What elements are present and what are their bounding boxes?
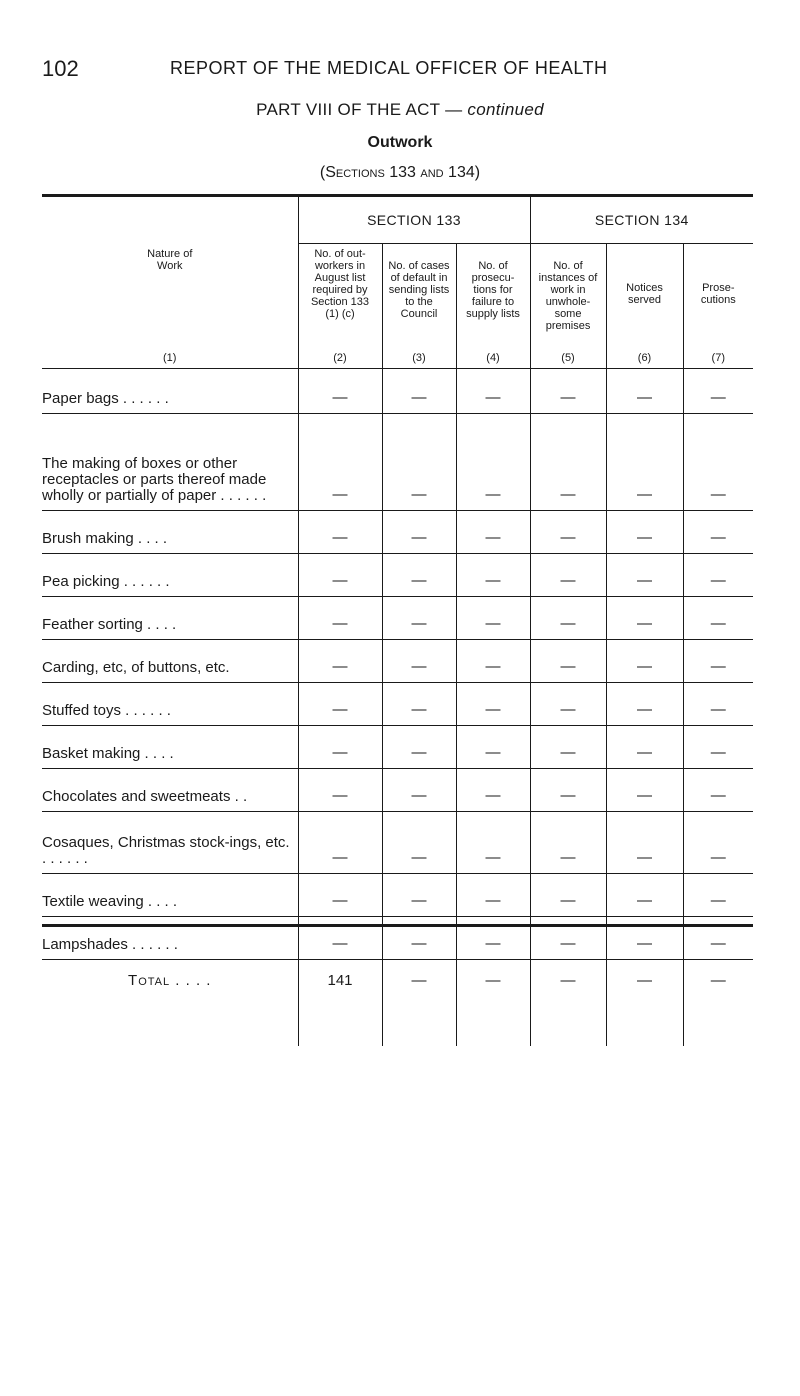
cell-prosecutions: —: [683, 683, 753, 726]
total-outworkers: 141: [298, 960, 382, 1047]
cell-outworkers: —: [298, 369, 382, 414]
running-head: REPORT OF THE MEDICAL OFFICER OF HEALTH: [170, 58, 608, 78]
column-header-outworkers: [298, 244, 382, 369]
table-row: [42, 414, 753, 511]
column-number: (5): [561, 352, 575, 364]
cell-notices-served: —: [606, 414, 683, 511]
cell-default-cases: —: [382, 769, 456, 812]
total-default-cases: —: [382, 960, 456, 1047]
column-number: (7): [711, 352, 725, 364]
cell-prosecutions-lists: —: [456, 554, 530, 597]
nature-of-work: Carding, etc, of buttons, etc.: [42, 640, 298, 683]
table-row: [42, 874, 753, 917]
column-header-text: No. of cases of default in sending lists to the Council: [388, 260, 450, 320]
cell-notices-served: —: [606, 554, 683, 597]
cell-default-cases: —: [382, 597, 456, 640]
column-header-prosecutions: [683, 244, 753, 369]
total-row: [42, 960, 753, 1047]
cell-unwholesome-premises: —: [530, 597, 606, 640]
cell-outworkers: —: [298, 683, 382, 726]
sections-line: (Sections 133 and 134): [319, 164, 481, 181]
column-header-prosecutions-lists: [456, 244, 530, 369]
cell-prosecutions-lists: —: [456, 769, 530, 812]
cell-outworkers: —: [298, 414, 382, 511]
cell-notices-served: —: [606, 812, 683, 874]
cell-notices-served: —: [606, 597, 683, 640]
section-133-header: SECTION 133: [298, 197, 530, 244]
cell-outworkers: —: [298, 511, 382, 554]
cell-prosecutions: —: [683, 597, 753, 640]
nature-of-work: Basket making . . . .: [42, 726, 298, 769]
title-block: [0, 100, 800, 182]
column-header-text: No. of out-workers in August list required by Section 133 (1) (c): [310, 248, 370, 320]
column-header-notices-served: [606, 244, 683, 369]
cell-notices-served: —: [606, 511, 683, 554]
part-title-main: PART VIII OF THE ACT: [256, 100, 441, 119]
cell-prosecutions: —: [683, 726, 753, 769]
table-bottom-rule: [42, 924, 753, 927]
cell-prosecutions-lists: —: [456, 414, 530, 511]
cell-default-cases: —: [382, 874, 456, 917]
cell-unwholesome-premises: —: [530, 640, 606, 683]
nature-of-work: Stuffed toys . . . . . .: [42, 683, 298, 726]
cell-default-cases: —: [382, 812, 456, 874]
cell-unwholesome-premises: —: [530, 917, 606, 960]
column-header-default-cases: [382, 244, 456, 369]
cell-unwholesome-premises: —: [530, 369, 606, 414]
section-134-header: SECTION 134: [530, 197, 753, 244]
cell-notices-served: —: [606, 726, 683, 769]
cell-prosecutions: —: [683, 414, 753, 511]
cell-unwholesome-premises: —: [530, 511, 606, 554]
cell-prosecutions: —: [683, 812, 753, 874]
cell-unwholesome-premises: —: [530, 769, 606, 812]
cell-notices-served: —: [606, 769, 683, 812]
total-prosecutions-lists: —: [456, 960, 530, 1047]
cell-outworkers: —: [298, 769, 382, 812]
outwork-table: [42, 197, 753, 1046]
column-header-text: Notices served: [626, 282, 663, 306]
total-notices-served: —: [606, 960, 683, 1047]
table-row: [42, 640, 753, 683]
cell-notices-served: —: [606, 917, 683, 960]
cell-notices-served: —: [606, 369, 683, 414]
column-number: (4): [486, 352, 500, 364]
nature-of-work: Chocolates and sweetmeats . .: [42, 769, 298, 812]
table-row: [42, 683, 753, 726]
column-number: (1): [163, 352, 177, 364]
cell-unwholesome-premises: —: [530, 414, 606, 511]
cell-unwholesome-premises: —: [530, 554, 606, 597]
cell-prosecutions-lists: —: [456, 640, 530, 683]
cell-unwholesome-premises: —: [530, 812, 606, 874]
cell-default-cases: —: [382, 640, 456, 683]
cell-outworkers: —: [298, 812, 382, 874]
cell-outworkers: —: [298, 917, 382, 960]
cell-default-cases: —: [382, 917, 456, 960]
cell-prosecutions-lists: —: [456, 874, 530, 917]
part-title: [0, 100, 800, 120]
cell-prosecutions: —: [683, 554, 753, 597]
column-header-text: Prose-cutions: [700, 282, 736, 306]
table-row: [42, 812, 753, 874]
total-unwholesome-premises: —: [530, 960, 606, 1047]
cell-prosecutions-lists: —: [456, 511, 530, 554]
total-label-cell: [42, 960, 298, 1047]
nature-of-work: Lampshades . . . . . .: [42, 917, 298, 960]
cell-prosecutions: —: [683, 369, 753, 414]
table-row: [42, 769, 753, 812]
cell-outworkers: —: [298, 640, 382, 683]
cell-prosecutions-lists: —: [456, 726, 530, 769]
table-row: [42, 511, 753, 554]
nature-of-work: Paper bags . . . . . .: [42, 369, 298, 414]
cell-notices-served: —: [606, 683, 683, 726]
nature-of-work: Feather sorting . . . .: [42, 597, 298, 640]
section-header-blank: [42, 197, 298, 244]
cell-default-cases: —: [382, 554, 456, 597]
cell-outworkers: —: [298, 554, 382, 597]
part-title-dash: —: [440, 100, 468, 119]
column-number: (2): [333, 352, 347, 364]
cell-prosecutions: —: [683, 917, 753, 960]
page-number: 102: [42, 56, 79, 81]
column-number: (3): [412, 352, 426, 364]
cell-outworkers: —: [298, 597, 382, 640]
nature-of-work: Cosaques, Christmas stock-ings, etc. . . . . . .: [42, 812, 298, 874]
table-row: [42, 917, 753, 960]
cell-prosecutions: —: [683, 640, 753, 683]
table-row: [42, 369, 753, 414]
section-header-row: [42, 197, 753, 244]
cell-unwholesome-premises: —: [530, 683, 606, 726]
cell-unwholesome-premises: —: [530, 726, 606, 769]
subtitle: Outwork: [367, 134, 433, 151]
column-header-nature: [42, 244, 298, 369]
column-header-row: [42, 244, 753, 369]
cell-prosecutions-lists: —: [456, 369, 530, 414]
cell-prosecutions-lists: —: [456, 597, 530, 640]
nature-of-work: The making of boxes or other receptacles or parts thereof made wholly or partially of paper . . . . . .: [42, 414, 298, 511]
table-row: [42, 726, 753, 769]
nature-of-work: Textile weaving . . . .: [42, 874, 298, 917]
cell-notices-served: —: [606, 640, 683, 683]
nature-of-work: Brush making . . . .: [42, 511, 298, 554]
cell-outworkers: —: [298, 874, 382, 917]
cell-outworkers: —: [298, 726, 382, 769]
column-header-unwholesome-premises: [530, 244, 606, 369]
table-row: [42, 554, 753, 597]
cell-default-cases: —: [382, 369, 456, 414]
cell-prosecutions-lists: —: [456, 683, 530, 726]
cell-prosecutions-lists: —: [456, 917, 530, 960]
cell-prosecutions: —: [683, 874, 753, 917]
cell-notices-served: —: [606, 874, 683, 917]
column-header-text: Nature of Work: [147, 247, 193, 272]
page-header: [42, 56, 760, 86]
total-prosecutions: —: [683, 960, 753, 1047]
total-label: Total . . . .: [128, 972, 212, 989]
nature-of-work: Pea picking . . . . . .: [42, 554, 298, 597]
cell-default-cases: —: [382, 726, 456, 769]
cell-prosecutions-lists: —: [456, 812, 530, 874]
cell-prosecutions: —: [683, 511, 753, 554]
cell-unwholesome-premises: —: [530, 874, 606, 917]
cell-default-cases: —: [382, 683, 456, 726]
column-number: (6): [637, 352, 652, 364]
cell-default-cases: —: [382, 511, 456, 554]
column-header-text: No. of instances of work in unwhole-some premises: [538, 260, 598, 332]
cell-prosecutions: —: [683, 769, 753, 812]
part-title-continued: continued: [467, 100, 544, 119]
cell-default-cases: —: [382, 414, 456, 511]
column-header-text: No. of prosecu-tions for failure to supply lists: [466, 260, 520, 320]
table-row: [42, 597, 753, 640]
